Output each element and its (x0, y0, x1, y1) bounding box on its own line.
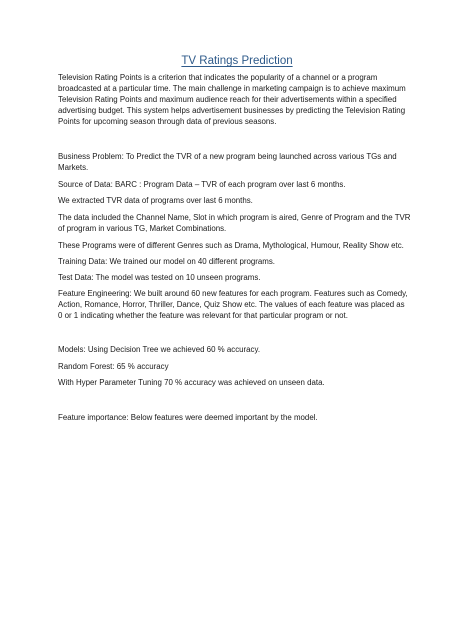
data-included-line: of program in various TG, Market Combinations. (58, 224, 227, 233)
training-data-paragraph (58, 256, 420, 267)
feature-importance-line: Feature importance: Below features were deemed important by the model. (58, 413, 318, 422)
test-data-line: Test Data: The model was tested on 10 unseen programs. (58, 273, 261, 282)
extracted-line: We extracted TVR data of programs over last 6 months. (58, 196, 253, 205)
feature-engineering-line: 0 or 1 indicating whether the feature was relevant for that particular program or not. (58, 311, 348, 320)
intro-line: advertising budget. This system helps advertisement businesses by predicting the Television Rating (58, 106, 406, 115)
intro-line: broadcasted at a particular time. The main challenge in marketing campaign is to achieve maximum (58, 84, 406, 93)
hyper-parameter-line: With Hyper Parameter Tuning 70 % accuracy was achieved on unseen data. (58, 378, 325, 387)
intro-line: Television Rating Points is a criterion that indicates the popularity of a channel or a program (58, 73, 378, 82)
genres-line: These Programs were of different Genres such as Drama, Mythological, Humour, Reality Show etc. (58, 241, 404, 250)
intro-line: Points for upcoming season through data of previous seasons. (58, 117, 277, 126)
feature-engineering-paragraph (58, 288, 420, 321)
models-paragraph (58, 344, 420, 355)
training-data-line: Training Data: We trained our model on 40 different programs. (58, 257, 275, 266)
feature-importance-paragraph (58, 412, 420, 423)
document-title: TV Ratings Prediction (181, 55, 293, 67)
random-forest-paragraph (58, 361, 420, 372)
intro-line: Television Rating Points and maximum audience reach for their advertisements within a specified (58, 95, 397, 104)
hyper-parameter-paragraph (58, 377, 420, 388)
source-of-data-line: Source of Data: BARC : Program Data – TVR of each program over last 6 months. (58, 180, 346, 189)
business-problem-line: Business Problem: To Predict the TVR of a new program being launched across various TGs and (58, 152, 397, 161)
business-problem-line: Markets. (58, 163, 89, 172)
source-of-data-paragraph (58, 179, 420, 190)
data-included-line: The data included the Channel Name, Slot in which program is aired, Genre of Program and the TVR (58, 213, 411, 222)
feature-engineering-line: Action, Romance, Horror, Thriller, Dance, Quiz Show etc. The values of each feature was placed as (58, 300, 405, 309)
models-line: Models: Using Decision Tree we achieved 60 % accuracy. (58, 345, 261, 354)
feature-engineering-line: Feature Engineering: We built around 60 new features for each program. Features such as Comedy, (58, 289, 408, 298)
extracted-paragraph (58, 195, 420, 206)
test-data-paragraph (58, 272, 420, 283)
genres-paragraph (58, 240, 420, 251)
data-included-paragraph (58, 212, 420, 234)
business-problem-paragraph (58, 151, 420, 173)
intro-paragraph (58, 72, 420, 127)
random-forest-line: Random Forest: 65 % accuracy (58, 362, 169, 371)
